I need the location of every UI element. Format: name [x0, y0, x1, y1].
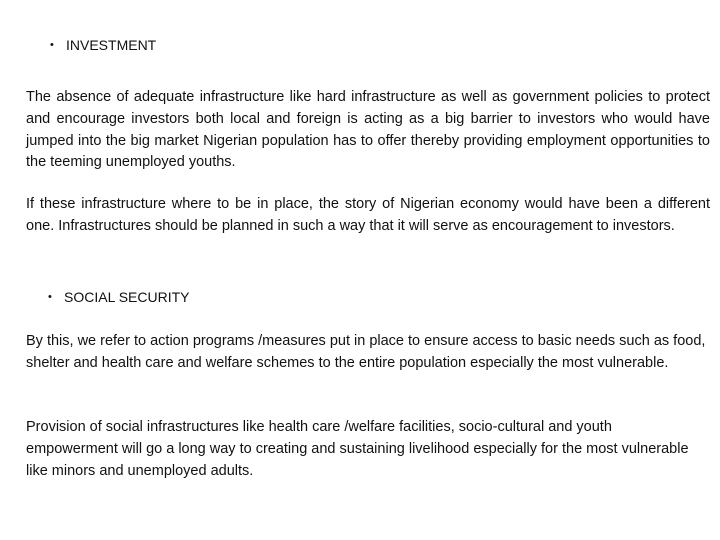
- investment-paragraph-1: The absence of adequate infrastructure like hard infrastructure as well as government policies to protect and encourage investors both local and foreign is acting as a big barrier to investors who would have jumped into the big market Nigerian population has to offer thereby providing employment opportunities to the teeming unemployed youths.: [26, 89, 710, 171]
- investment-paragraph-2: If these infrastructure where to be in place, the story of Nigerian economy would have been a different one. Infrastructures should be planned in such a way that it will serve as encouragement to investors.: [26, 196, 710, 234]
- investment-heading-label: INVESTMENT: [66, 37, 157, 53]
- social-security-heading: [48, 288, 190, 306]
- social-security-paragraph-2: Provision of social infrastructures like health care /welfare facilities, socio-cultural and youth empowerment will go a long way to creating and sustaining livelihood especially for the most vulnerable like minors and unemployed adults.: [26, 419, 689, 479]
- bullet-icon: •: [50, 39, 54, 51]
- bullet-icon: •: [48, 291, 52, 303]
- social-security-heading-label: SOCIAL SECURITY: [64, 289, 190, 305]
- investment-heading: [50, 36, 156, 54]
- social-security-paragraph-1: By this, we refer to action programs /measures put in place to ensure access to basic needs such as food, shelter and health care and welfare schemes to the entire population especially the most vulnerable.: [26, 333, 706, 371]
